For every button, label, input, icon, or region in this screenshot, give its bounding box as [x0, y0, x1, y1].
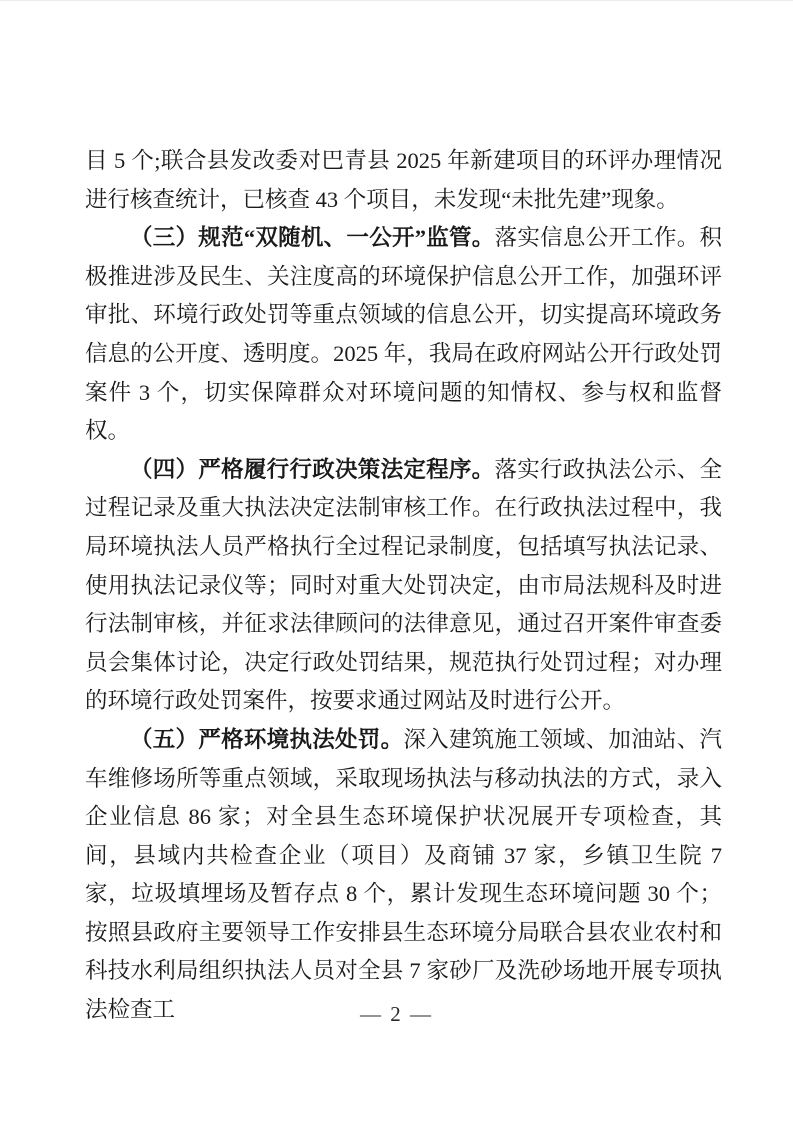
paragraph-heading: （四）严格履行行政决策法定程序。: [130, 456, 495, 482]
paragraph: [85, 451, 722, 721]
page-number: — 2 —: [360, 1002, 433, 1026]
page-footer: [0, 999, 793, 1029]
paragraph-text: 落实行政执法公示、全过程记录及重大执法决定法制审核工作。在行政执法过程中，我局环境执法人员严格执行全过程记录制度，包括填写执法记录、使用执法记录仪等；同时对重大处罚决定，由市局法规科及时进行法制审核，并征求法律顾问的法律意见，通过召开案件审查委员会集体讨论，决定行政处罚结果，规范执行处罚过程；对办理的环境行政处罚案件，按要求通过网站及时进行公开。: [85, 456, 722, 714]
paragraph-heading: （五）严格环境执法处罚。: [130, 726, 404, 752]
paragraph: [85, 721, 722, 1030]
paragraph-text: 目 5 个;联合县发改委对巴青县 2025 年新建项目的环评办理情况进行核查统计，已核查 43 个项目，未发现“未批先建”现象。: [85, 148, 722, 212]
paragraph-text: 深入建筑施工领域、加油站、汽车维修场所等重点领域，采取现场执法与移动执法的方式，录入企业信息 86 家；对全县生态环境保护状况展开专项检查，其间，县域内共检查企业（项目）及商铺 37 家，乡镇卫生院 7 家，垃圾填埋场及暂存点 8 个，累计发现生态环境问题 30 个；按照县政府主要领导工作安排县生态环境分局联合县农业农村和科技水利局组织执法人员对全县 7 家砂厂及洗砂场地开展专项执法检查工: [85, 726, 722, 1023]
paragraph: [85, 219, 722, 451]
paragraph-text: 落实信息公开工作。积极推进涉及民生、关注度高的环境保护信息公开工作，加强环评审批、环境行政处罚等重点领域的信息公开，切实提高环境政务信息的公开度、透明度。2025 年，我局在政府网站公开行政处罚案件 3 个，切实保障群众对环境问题的知情权、参与权和监督权。: [85, 225, 722, 444]
document-body: [85, 142, 722, 1030]
paragraph: [85, 142, 722, 219]
paragraph-heading: （三）规范“双随机、一公开”监管。: [130, 225, 495, 251]
